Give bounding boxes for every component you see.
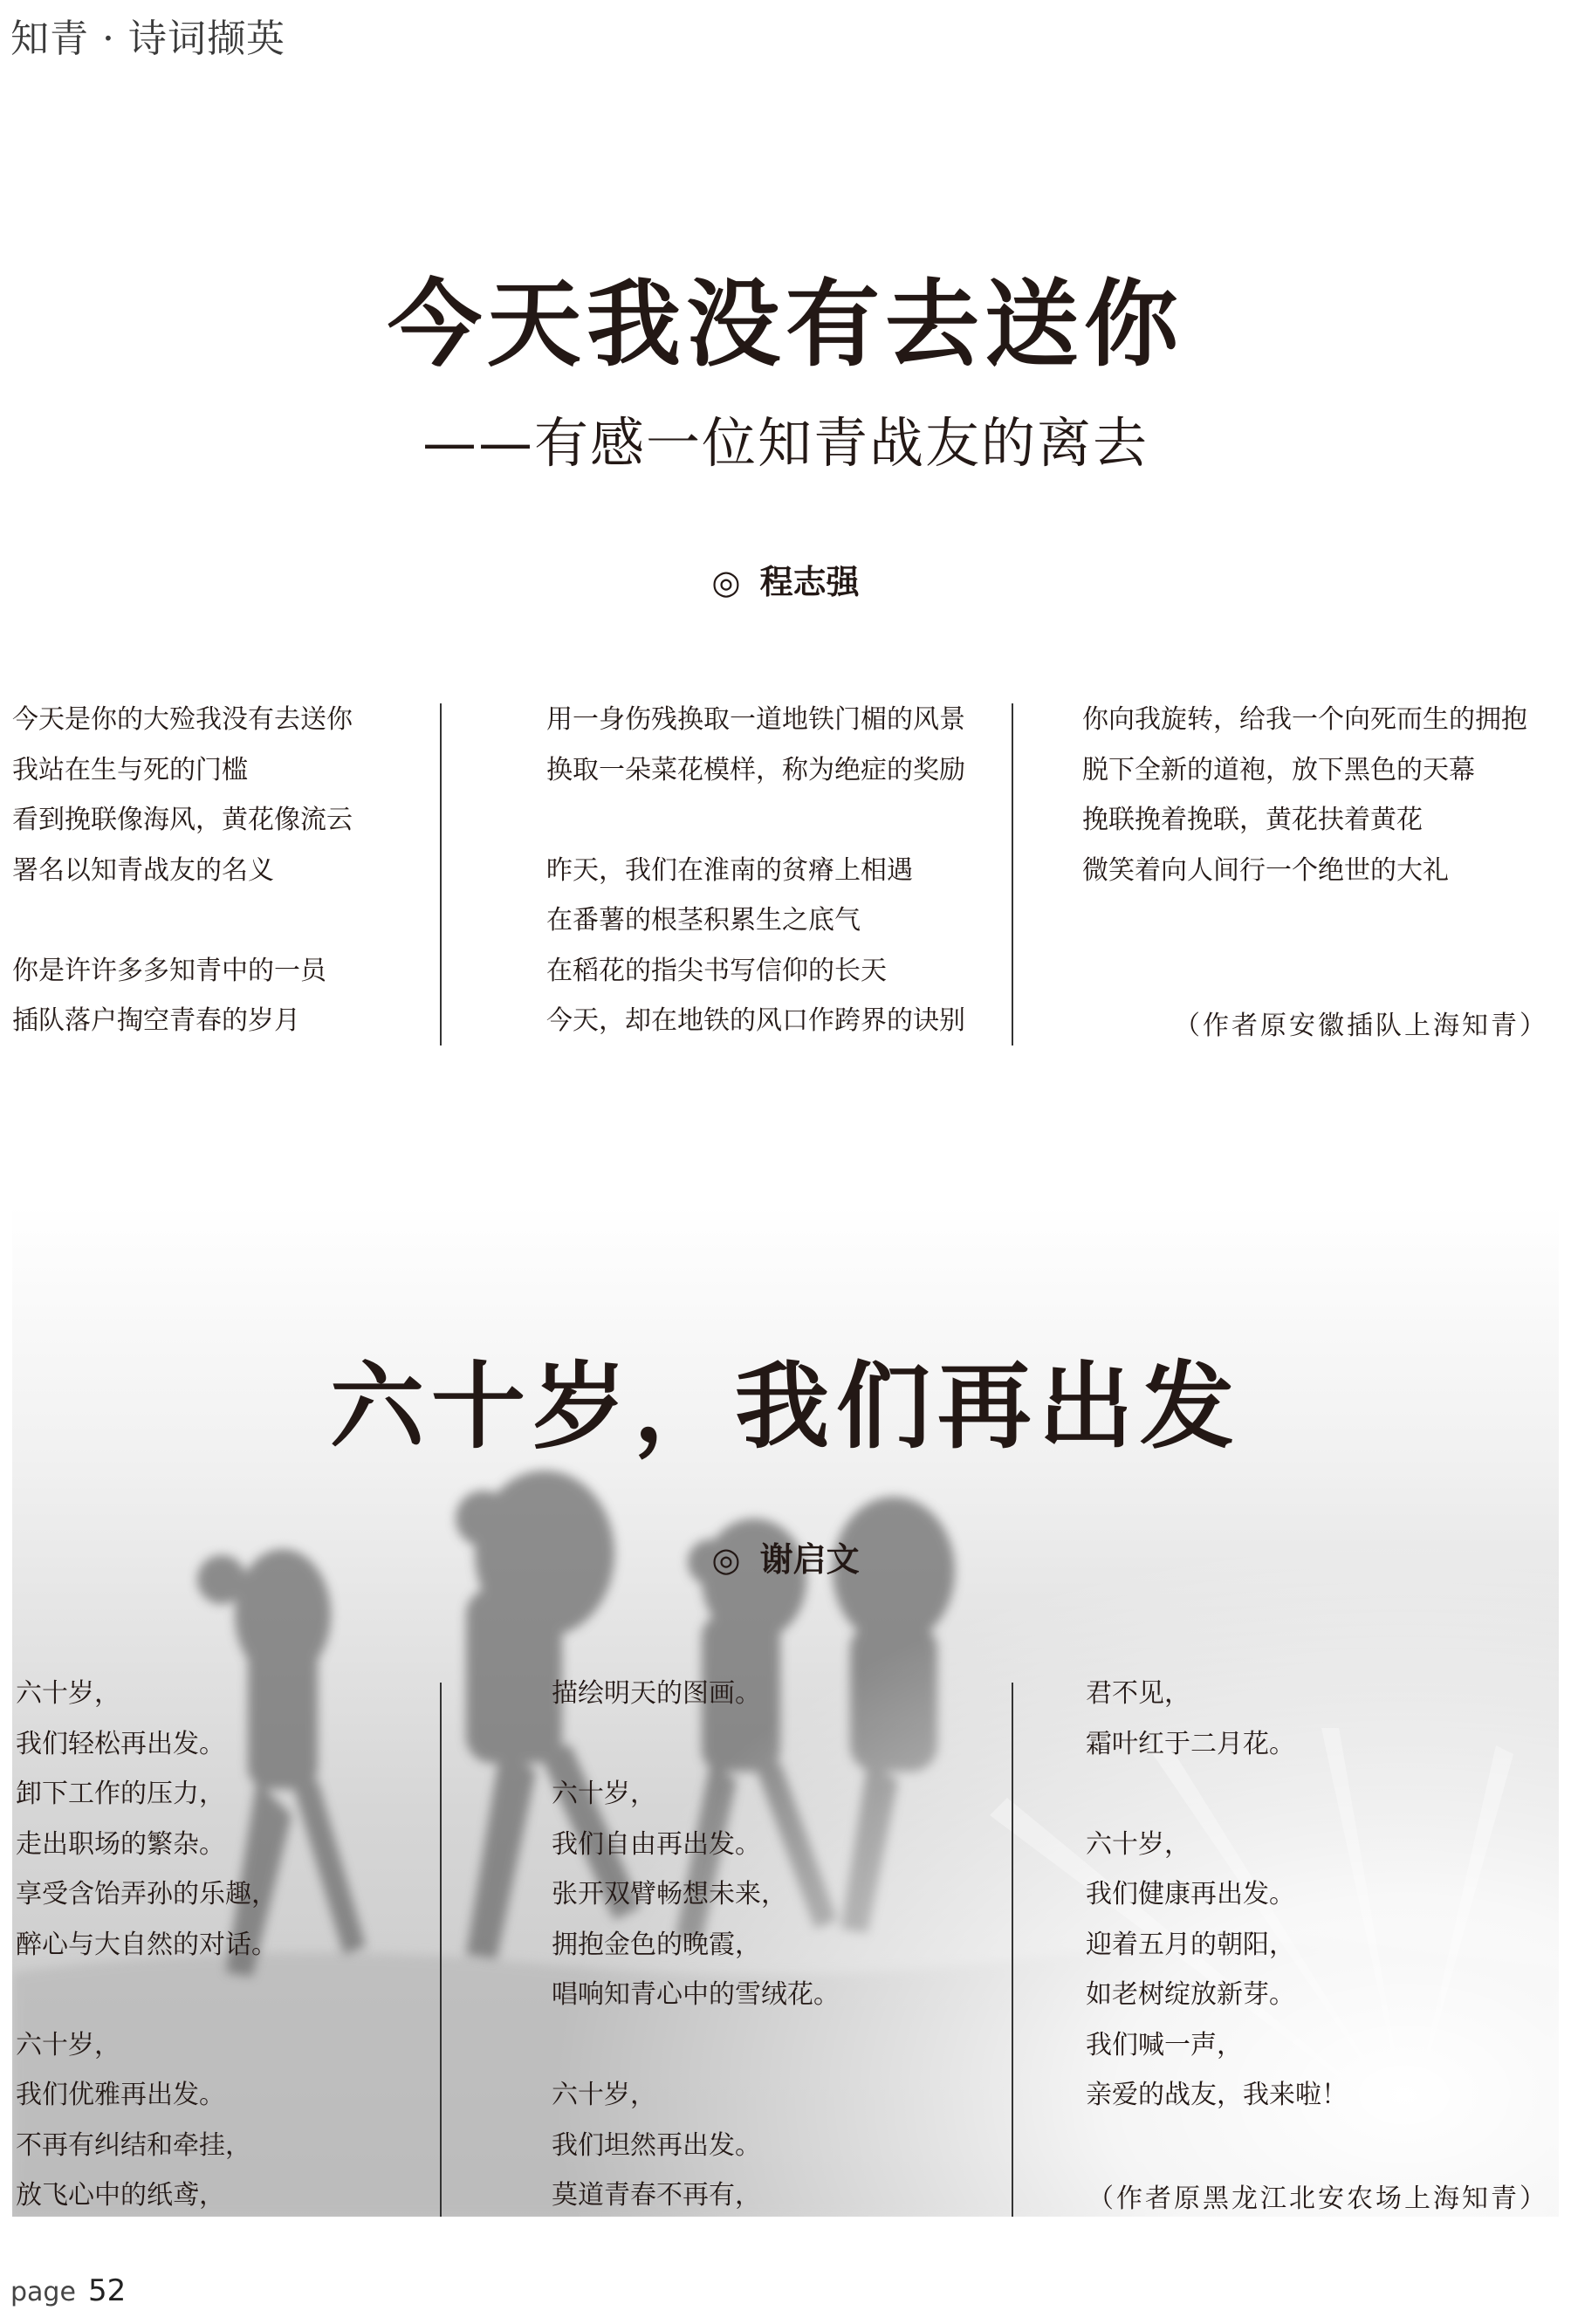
verse-line: 插队落户掏空青春的岁月 (12, 1005, 300, 1036)
verse-line: 我们喊一声， (1086, 2029, 1243, 2060)
poem1-author-note: （作者原安徽插队上海知青） (1174, 1011, 1548, 1041)
poem2-column-3 (1086, 1669, 1348, 2121)
circle-mark-icon: ◎ (711, 563, 741, 601)
verse-line: 我们自由再出发。 (552, 1828, 761, 1860)
verse-line: 我们轻松再出发。 (16, 1728, 225, 1759)
verse-line: 我们优雅再出发。 (16, 2080, 225, 2110)
verse-line: 在番薯的根茎积累生之底气 (546, 905, 861, 936)
page-number: 52 (87, 2273, 127, 2308)
poem2-author-note: （作者原黑龙江北安农场上海知青） (1087, 2183, 1548, 2214)
verse-line: 唱响知青心中的雪绒花。 (552, 1979, 840, 2010)
poem1-column-2 (546, 695, 965, 1046)
verse-line: 走出职场的繁杂。 (16, 1828, 225, 1860)
verse-line: 在稻花的指尖书写信仰的长天 (546, 955, 887, 986)
verse-line: 卸下工作的压力， (16, 1779, 225, 1809)
verse-line (552, 1719, 840, 1770)
verse-line: 拥抱金色的晚霞， (552, 1929, 761, 1960)
verse-line: 挽联挽着挽联，黄花扶着黄花 (1082, 805, 1423, 835)
poem1-title: 今天我没有去送你 (387, 271, 1183, 380)
poem1-subtitle: ——有感一位知青战友的离去 (422, 411, 1149, 475)
verse-line: 我们坦然再出发。 (552, 2129, 761, 2161)
poem1-byline (0, 555, 1571, 603)
poem2-byline (0, 1532, 1571, 1580)
verse-line: 今天是你的大殓我没有去送你 (12, 704, 353, 735)
verse-line: 六十岁， (552, 2080, 656, 2110)
poem2-column-1 (16, 1669, 278, 2221)
verse-line: 霜叶红于二月花。 (1086, 1728, 1295, 1759)
verse-line: 张开双臂畅想未来， (552, 1879, 787, 1909)
page-label: page (10, 2277, 76, 2307)
verse-line (552, 2020, 840, 2071)
verse-line: 享受含饴弄孙的乐趣， (16, 1879, 278, 1909)
poem2-title: 六十岁，我们再出发 (329, 1353, 1241, 1462)
verse-line: 描绘明天的图画。 (552, 1678, 761, 1709)
verse-line: 六十岁， (1086, 1828, 1190, 1860)
verse-line: 六十岁， (16, 1678, 120, 1709)
verse-line: 署名以知青战友的名义 (12, 854, 274, 886)
column-divider (440, 1683, 442, 2217)
verse-line: 你向我旋转，给我一个向死而生的拥抱 (1082, 704, 1527, 735)
verse-line: 不再有纠结和牵挂， (16, 2129, 251, 2161)
poem1-author: 程志强 (759, 563, 860, 601)
verse-line: 今天，却在地铁的风口作跨界的诀别 (546, 1005, 965, 1036)
verse-line: 莫道青春不再有， (552, 2180, 761, 2211)
column-divider (440, 703, 442, 1045)
verse-line: 醉心与大自然的对话。 (16, 1929, 278, 1960)
verse-line: 我站在生与死的门槛 (12, 754, 248, 785)
verse-line (1086, 1769, 1348, 1820)
column-divider (1012, 703, 1013, 1045)
page-footer (10, 2273, 126, 2308)
verse-line: 君不见， (1086, 1678, 1190, 1709)
section-header: 知青 · 诗词撷英 (10, 17, 285, 61)
poem2-column-2 (552, 1669, 840, 2221)
verse-line (16, 1970, 278, 2020)
verse-line: 亲爱的战友，我来啦！ (1086, 2080, 1348, 2110)
verse-line: 我们健康再出发。 (1086, 1879, 1295, 1909)
verse-line (546, 795, 965, 846)
verse-line: 换取一朵菜花模样，称为绝症的奖励 (546, 754, 965, 785)
verse-line: 迎着五月的朝阳， (1086, 1929, 1295, 1960)
circle-mark-icon: ◎ (711, 1540, 741, 1579)
column-divider (1012, 1683, 1013, 2217)
verse-line: 用一身伤残换取一道地铁门楣的风景 (546, 704, 965, 735)
verse-line: 放飞心中的纸鸢， (16, 2180, 225, 2211)
verse-line: 微笑着向人间行一个绝世的大礼 (1082, 854, 1449, 886)
verse-line (12, 895, 353, 946)
poem2-author: 谢启文 (759, 1540, 860, 1579)
verse-line: 看到挽联像海风，黄花像流云 (12, 805, 353, 835)
verse-line: 六十岁， (552, 1779, 656, 1809)
poem1-column-3 (1082, 695, 1527, 895)
verse-line: 如老树绽放新芽。 (1086, 1979, 1295, 2010)
verse-line: 脱下全新的道袍，放下黑色的天幕 (1082, 754, 1475, 785)
verse-line: 六十岁， (16, 2029, 120, 2060)
verse-line: 昨天，我们在淮南的贫瘠上相遇 (546, 854, 913, 886)
poem1-column-1 (12, 695, 353, 1046)
verse-line: 你是许许多多知青中的一员 (12, 955, 326, 986)
